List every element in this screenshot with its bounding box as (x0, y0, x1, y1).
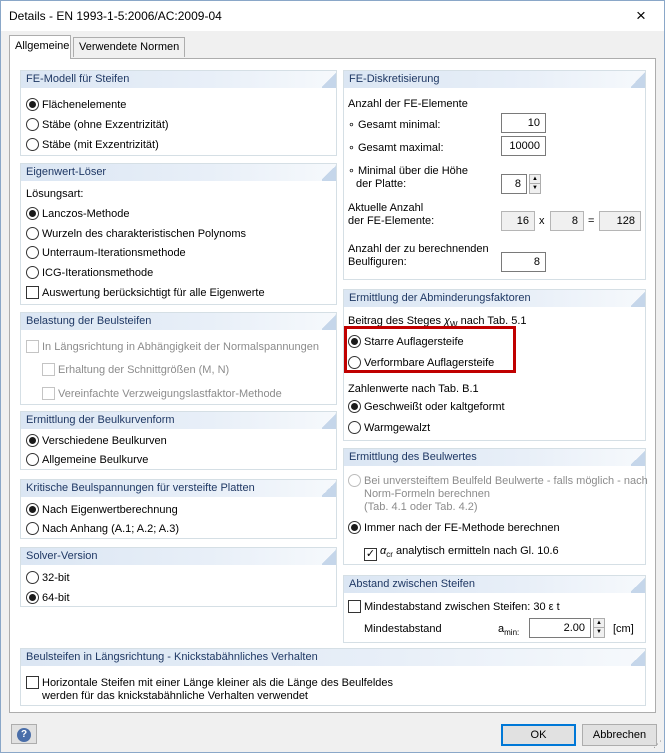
hoehe-spinner[interactable] (529, 174, 541, 194)
radio-64bit[interactable]: 64-bit (26, 591, 70, 605)
group-title: Solver-Version (21, 548, 336, 565)
group-title: FE-Modell für Steifen (21, 71, 336, 88)
radio-32bit[interactable]: 32-bit (26, 571, 70, 585)
norm-formeln-line2: Norm-Formeln berechnen (364, 488, 490, 500)
gesamt-maximal-label: ∘ Gesamt maximal: (348, 142, 444, 154)
checkbox-icon[interactable] (26, 286, 39, 299)
group-title: Ermittlung der Abminderungsfaktoren (344, 290, 645, 307)
help-icon: ? (17, 728, 31, 742)
button-bar (1, 716, 664, 752)
radio-icon[interactable] (26, 227, 39, 240)
radio-flaechenelemente[interactable]: Flächenelemente (26, 98, 126, 112)
radio-fe-methode[interactable]: Immer nach der FE-Methode berechnen (348, 521, 560, 535)
group-belastung (20, 312, 337, 405)
ok-button[interactable]: OK (501, 724, 576, 746)
fe-elemente-label: der FE-Elemente: (348, 215, 435, 227)
spinner-up-icon[interactable]: ▲ (594, 619, 604, 628)
check-schnittgroessen[interactable]: Erhaltung der Schnittgrößen (M, N) (42, 363, 229, 377)
aktuelle-b: 8 (550, 211, 584, 231)
group-kritische (20, 479, 337, 539)
checkbox-icon[interactable] (42, 387, 55, 400)
hoehe-input[interactable]: 8 (501, 174, 527, 194)
radio-staebe-mit[interactable]: Stäbe (mit Exzentrizität) (26, 138, 159, 152)
beulfiguren-input[interactable]: 8 (501, 252, 546, 272)
radio-icon[interactable] (26, 246, 39, 259)
aktuelle-c: 128 (599, 211, 641, 231)
horizontale-line2: werden für das knickstabähnliche Verhalten verwendet (42, 690, 308, 702)
cancel-button[interactable]: Abbrechen (582, 724, 657, 746)
title-bar (1, 1, 664, 31)
radio-icon[interactable] (26, 522, 39, 535)
checkbox-icon[interactable] (26, 676, 39, 689)
gesamt-minimal-label: ∘ Gesamt minimal: (348, 119, 441, 131)
radio-selected-icon[interactable] (348, 521, 361, 534)
beulfiguren-label-2: Beulfiguren: (348, 256, 407, 268)
radio-icg[interactable]: ICG-Iterationsmethode (26, 266, 153, 280)
radio-icon[interactable] (348, 474, 361, 487)
radio-icon[interactable] (26, 571, 39, 584)
check-alle-eigenwerte[interactable]: Auswertung berücksichtigt für alle Eigenwerte (26, 286, 265, 300)
radio-icon[interactable] (26, 266, 39, 279)
close-icon[interactable]: × (636, 6, 646, 25)
radio-norm-formeln[interactable]: Bei unversteiftem Beulfeld Beulwerte - falls möglich - nach (348, 474, 648, 488)
radio-icon[interactable] (26, 453, 39, 466)
radio-lanczos[interactable]: Lanczos-Methode (26, 207, 129, 221)
mindestabstand-input[interactable]: 2.00 (529, 618, 591, 638)
group-beulkurve (20, 411, 337, 470)
loesungsart-label: Lösungsart: (26, 188, 84, 200)
tab-verwendete-normen[interactable]: Verwendete Normen (73, 37, 185, 57)
check-laengsrichtung[interactable]: In Längsrichtung in Abhängigkeit der Normalspannungen (26, 340, 319, 354)
equals-sign: = (588, 215, 595, 227)
gesamt-minimal-input[interactable]: 10 (501, 113, 546, 133)
group-title: Belastung der Beulsteifen (21, 313, 336, 330)
radio-selected-icon[interactable] (26, 207, 39, 220)
anzahl-label: Anzahl der FE-Elemente (348, 98, 468, 110)
group-solver (20, 547, 337, 607)
unit-label: [cm] (613, 623, 634, 635)
resize-grip-icon[interactable]: ⋰ (653, 739, 662, 749)
check-horizontale-steifen[interactable]: Horizontale Steifen mit einer Länge kleiner als die Länge des Beulfeldes (26, 676, 393, 690)
gesamt-maximal-input[interactable]: 10000 (501, 136, 546, 156)
spinner-up-icon[interactable]: ▲ (530, 175, 540, 184)
mindestabstand-label: Mindestabstand (364, 623, 442, 635)
spinner-down-icon[interactable]: ▼ (596, 629, 602, 635)
platte-label: der Platte: (356, 178, 407, 190)
tab-panel (9, 58, 656, 713)
times-sign: x (539, 215, 545, 227)
group-laengsrichtung (20, 648, 646, 706)
check-alpha-cr[interactable]: ✓ $\alpha_{cr}$ analytisch ermitteln nach Gl. 10.6 (365, 545, 559, 560)
mindestabstand-spinner[interactable] (593, 618, 605, 638)
radio-icon[interactable] (26, 138, 39, 151)
checkbox-icon[interactable] (348, 600, 361, 613)
norm-formeln-line3: (Tab. 4.1 oder Tab. 4.2) (364, 501, 478, 513)
group-beulwert (343, 448, 646, 565)
spinner-down-icon[interactable]: ▼ (532, 185, 538, 191)
check-mindestabstand[interactable]: Mindestabstand zwischen Steifen: 30 ε t (348, 600, 560, 614)
radio-anhang[interactable]: Nach Anhang (A.1; A.2; A.3) (26, 522, 179, 536)
zahlenwerte-label: Zahlenwerte nach Tab. B.1 (348, 383, 479, 395)
radio-polynom[interactable]: Wurzeln des charakteristischen Polynoms (26, 227, 246, 241)
radio-verschiedene[interactable]: Verschiedene Beulkurven (26, 434, 167, 448)
checkbox-icon[interactable] (42, 363, 55, 376)
group-eigenwert (20, 163, 337, 305)
radio-icon[interactable] (26, 118, 39, 131)
checkbox-icon[interactable] (26, 340, 39, 353)
group-title: Eigenwert-Löser (21, 164, 336, 181)
radio-geschweisst[interactable]: Geschweißt oder kaltgeformt (348, 400, 505, 414)
radio-unterraum[interactable]: Unterraum-Iterationsmethode (26, 246, 186, 260)
radio-verformbare[interactable]: Verformbare Auflagersteife (348, 356, 494, 370)
group-fe-model (20, 70, 337, 156)
beulfiguren-label-1: Anzahl der zu berechnenden (348, 243, 489, 255)
radio-selected-icon[interactable] (26, 98, 39, 111)
radio-warmgewalzt[interactable]: Warmgewalzt (348, 421, 430, 435)
group-title: Ermittlung des Beulwertes (344, 449, 645, 466)
aktuelle-label: Aktuelle Anzahl (348, 202, 424, 214)
radio-staebe-ohne[interactable]: Stäbe (ohne Exzentrizität) (26, 118, 169, 132)
a-min-label: $a_{min:}$ (498, 623, 520, 638)
radio-allgemeine[interactable]: Allgemeine Beulkurve (26, 453, 148, 467)
tab-allgemeine[interactable]: Allgemeine (9, 35, 71, 59)
group-title: Beulsteifen in Längsrichtung - Knickstabähnliches Verhalten (21, 649, 645, 666)
radio-icon[interactable] (348, 421, 361, 434)
group-title: Ermittlung der Beulkurvenform (21, 412, 336, 429)
check-verzweigung[interactable]: Vereinfachte Verzweigungslastfaktor-Methode (42, 387, 282, 401)
radio-selected-icon[interactable] (26, 503, 39, 516)
hoehe-label: ∘ Minimal über die Höhe (348, 165, 469, 177)
help-button[interactable] (11, 724, 37, 744)
group-title: Kritische Beulspannungen für versteifte Platten (21, 480, 336, 497)
group-title: FE-Diskretisierung (344, 71, 645, 88)
aktuelle-a: 16 (501, 211, 535, 231)
radio-starre[interactable]: Starre Auflagersteife (348, 335, 464, 349)
group-fe-diskretisierung (343, 70, 646, 280)
radio-selected-icon[interactable] (26, 591, 39, 604)
beitrag-label: Beitrag des Steges $\chi_W$ nach Tab. 5.1 (348, 315, 527, 330)
group-title: Abstand zwischen Steifen (344, 576, 645, 593)
radio-selected-icon[interactable] (348, 400, 361, 413)
checkmark-icon[interactable]: ✓ (365, 548, 376, 560)
radio-eigenwertberechnung[interactable]: Nach Eigenwertberechnung (26, 503, 178, 517)
radio-selected-icon[interactable] (26, 434, 39, 447)
window-title: Details - EN 1993-1-5:2006/AC:2009-04 (9, 9, 222, 23)
highlight-frame (344, 326, 516, 373)
group-abstand (343, 575, 646, 643)
